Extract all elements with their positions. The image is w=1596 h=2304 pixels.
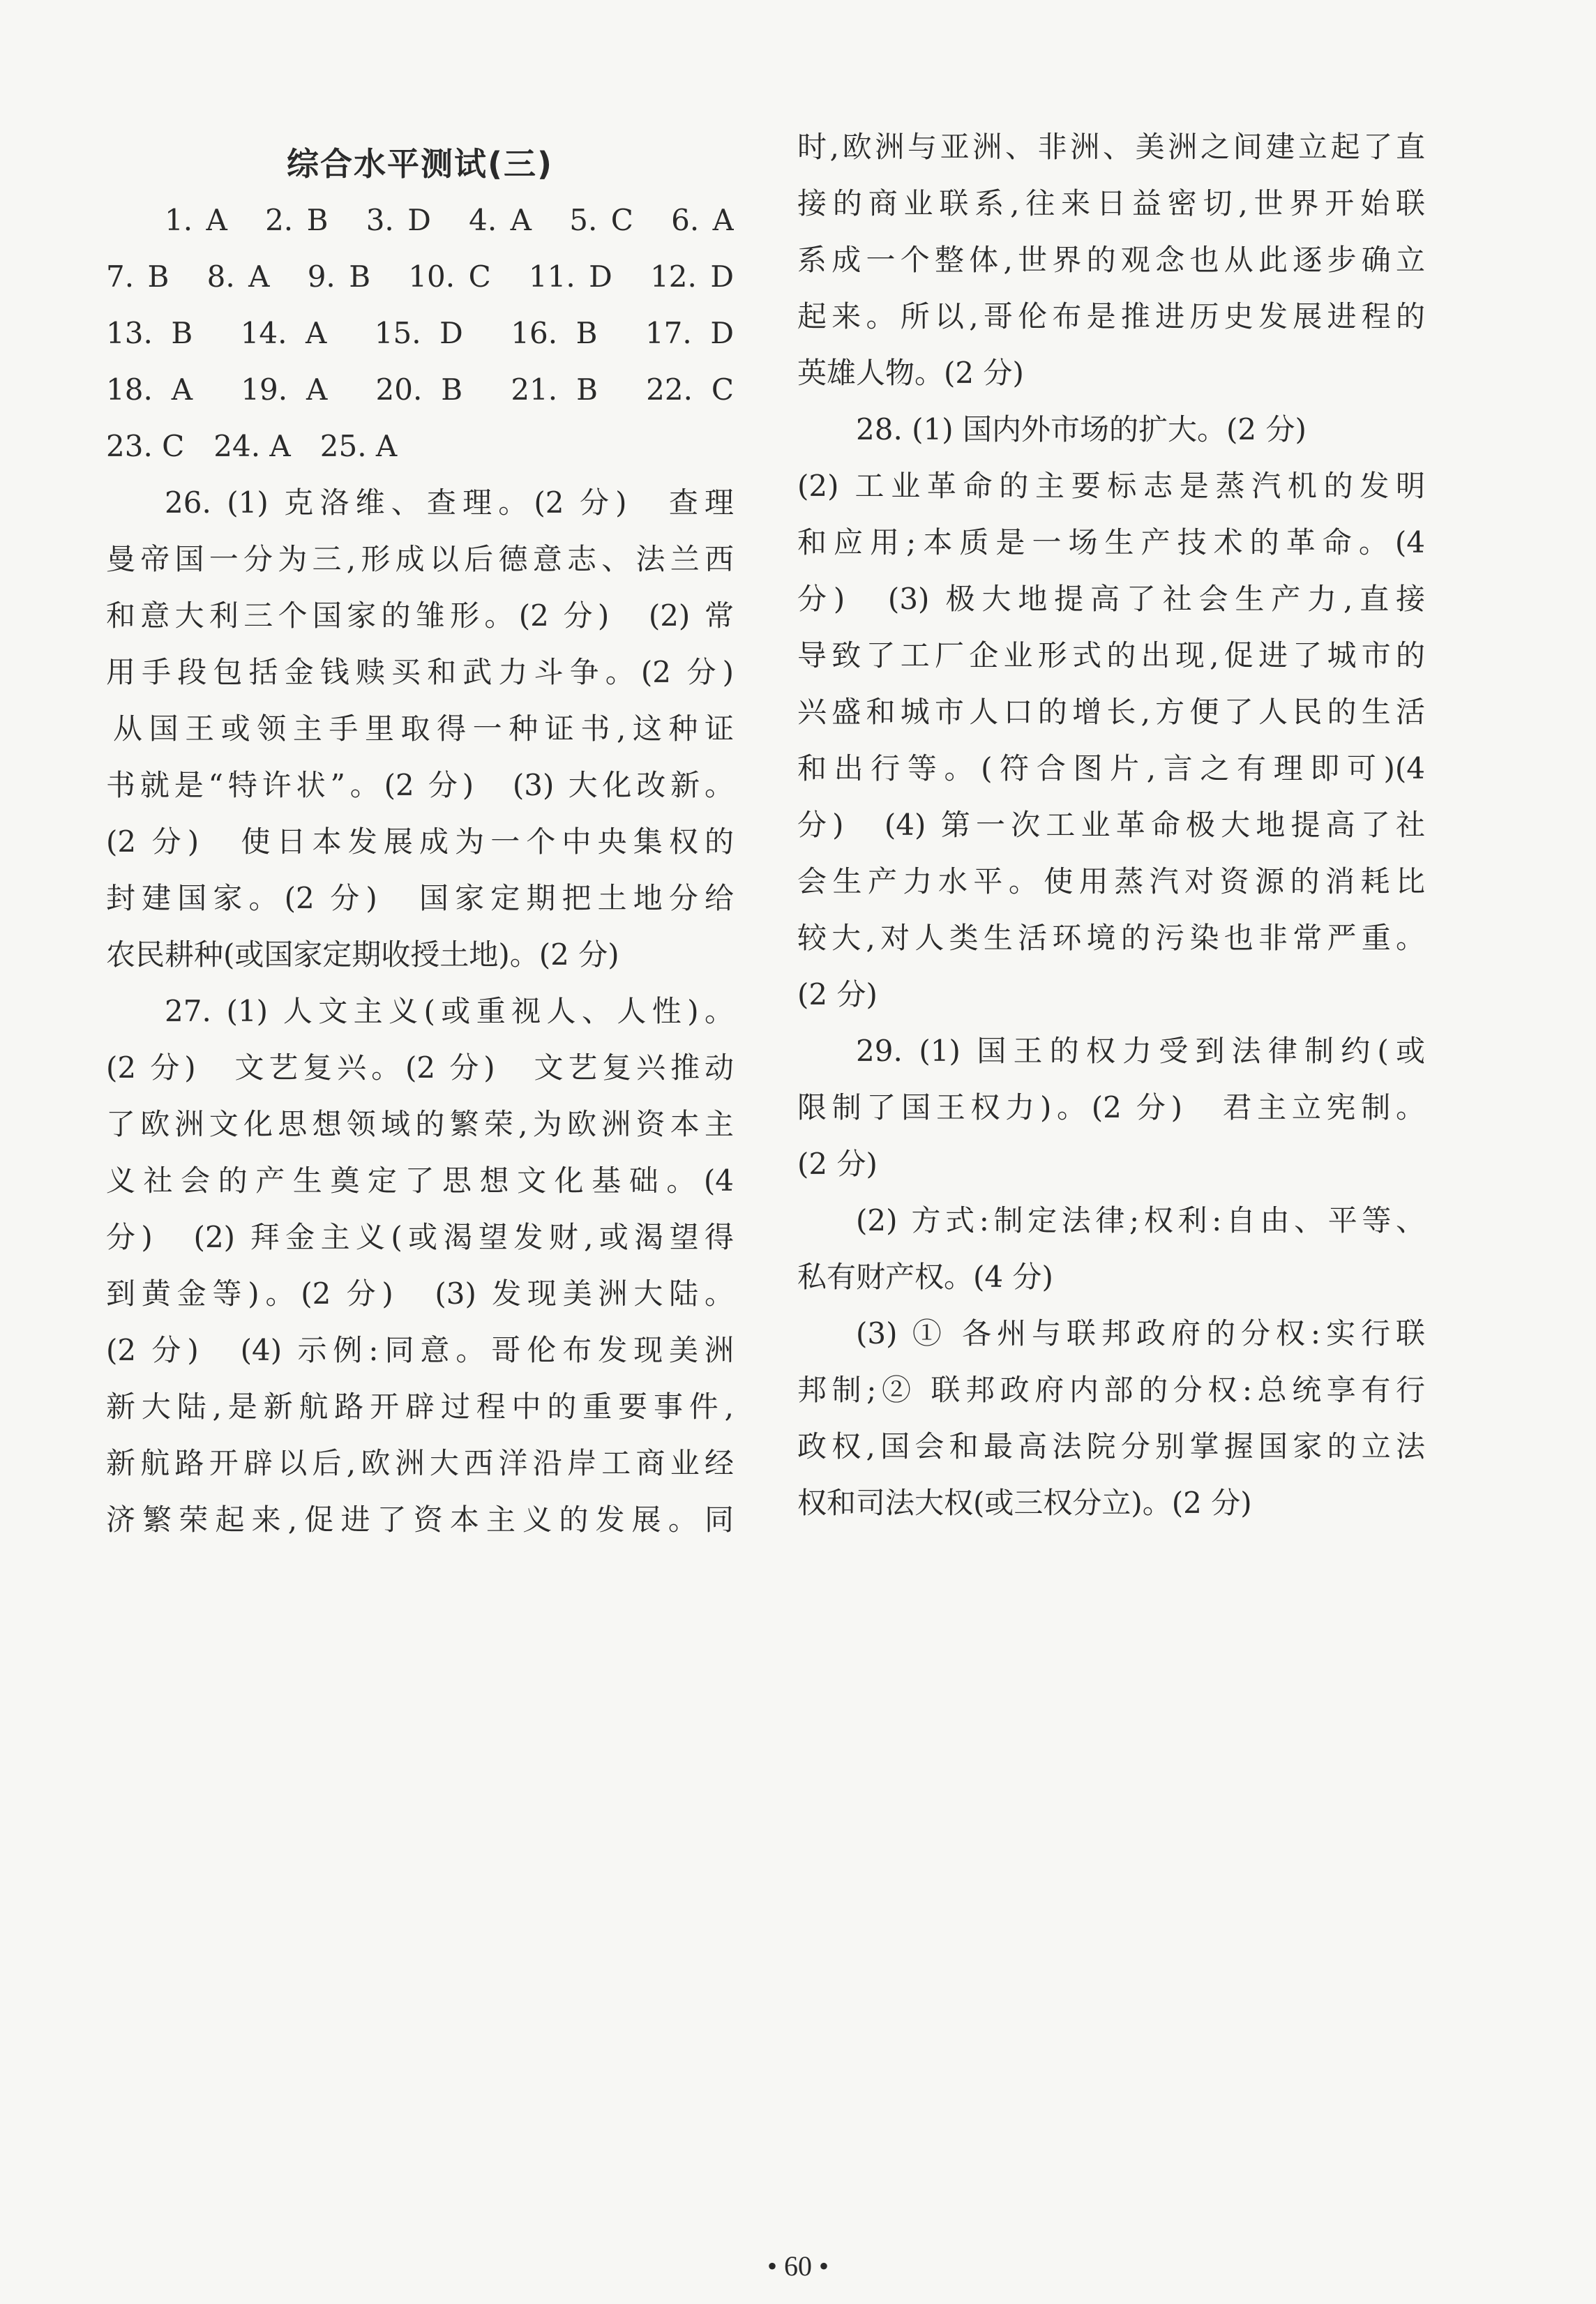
answer-line: 13. B 14. A 15. D 16. B 17. D [106, 316, 734, 350]
answer-line: (3) ① 各州与联邦政府的分权:实行联 [856, 1316, 1425, 1350]
answer-line: 封建国家。(2 分) 国家定期把土地分给 [106, 881, 734, 915]
right-column [797, 119, 1425, 1531]
answer-line: 政权,国会和最高法院分别掌握国家的立法 [797, 1429, 1425, 1463]
left-column [106, 105, 734, 1548]
answer-line: 系成一个整体,世界的观念也从此逐步确立 [797, 243, 1425, 277]
answer-line: 农民耕种(或国家定期收授土地)。(2 分) [106, 938, 619, 972]
answer-line: (2) 方式:制定法律;权利:自由、平等、 [856, 1203, 1425, 1237]
answer-line: 和意大利三个国家的雏形。(2 分) (2) 常 [106, 598, 734, 633]
answer-line: 会生产力水平。使用蒸汽对资源的消耗比 [797, 864, 1425, 898]
answer-line: 权和司法大权(或三权分立)。(2 分) [797, 1486, 1252, 1520]
answer-line: 时,欧洲与亚洲、非洲、美洲之间建立起了直 [797, 130, 1425, 164]
answer-line: 接的商业联系,往来日益密切,世界开始联 [797, 186, 1425, 220]
answer-line: 到黄金等)。(2 分) (3) 发现美洲大陆。 [106, 1277, 734, 1311]
answer-line: 新大陆,是新航路开辟过程中的重要事件, [106, 1390, 734, 1424]
answer-line: 和应用;本质是一场生产技术的革命。(4 [797, 525, 1425, 559]
answer-line: 限制了国王权力)。(2 分) 君主立宪制。 [797, 1090, 1425, 1124]
answer-line: 和出行等。(符合图片,言之有理即可)(4 [797, 751, 1425, 785]
answer-line: 27. (1) 人文主义(或重视人、人性)。 [165, 994, 734, 1028]
answer-line: 私有财产权。(4 分) [797, 1260, 1053, 1294]
answer-line: 济繁荣起来,促进了资本主义的发展。同 [106, 1503, 734, 1537]
answer-line: 英雄人物。(2 分) [797, 356, 1024, 390]
answer-line: (2 分) 文艺复兴。(2 分) 文艺复兴推动 [106, 1051, 734, 1085]
answer-line: 新航路开辟以后,欧洲大西洋沿岸工商业经 [106, 1446, 734, 1480]
answer-line: 分) (4) 第一次工业革命极大地提高了社 [797, 808, 1425, 842]
answer-line: 分) (3) 极大地提高了社会生产力,直接 [797, 582, 1425, 616]
answer-line: 1. A 2. B 3. D 4. A 5. C 6. A [165, 203, 734, 237]
answer-line: 书就是“特许状”。(2 分) (3) 大化改新。 [106, 768, 734, 802]
answer-line: 分) (2) 拜金主义(或渴望发财,或渴望得 [106, 1220, 734, 1254]
answer-line: 了欧洲文化思想领域的繁荣,为欧洲资本主 [106, 1107, 734, 1141]
answer-line: (2) 工业革命的主要标志是蒸汽机的发明 [797, 469, 1425, 503]
answer-line: 用手段包括金钱赎买和武力斗争。(2 分) [106, 655, 734, 689]
answer-line: (2 分) (4) 示例:同意。哥伦布发现美洲 [106, 1333, 734, 1367]
answer-line: 26. (1) 克洛维、查理。(2 分) 查理 [165, 485, 734, 520]
answer-line: 28. (1) 国内外市场的扩大。(2 分) [856, 412, 1307, 446]
section-title: 综合水平测试(三) [286, 145, 554, 183]
answer-line: 兴盛和城市人口的增长,方便了人民的生活 [797, 695, 1425, 729]
answer-line: (2 分) 使日本发展成为一个中央集权的 [106, 825, 734, 859]
answer-line: 邦制;② 联邦政府内部的分权:总统享有行 [797, 1373, 1425, 1407]
answer-line: 导致了工厂企业形式的出现,促进了城市的 [797, 638, 1425, 672]
answer-line: 起来。所以,哥伦布是推进历史发展进程的 [797, 299, 1425, 333]
answer-line: 7. B 8. A 9. B 10. C 11. D 12. D [106, 259, 734, 294]
answer-line: 义社会的产生奠定了思想文化基础。(4 [106, 1164, 734, 1198]
answer-line: 曼帝国一分为三,形成以后德意志、法兰西 [106, 542, 734, 576]
answer-line: 18. A 19. A 20. B 21. B 22. C [106, 372, 734, 407]
answer-line: (2 分) [797, 977, 878, 1011]
answer-line: (2 分) [797, 1147, 878, 1181]
answer-line: 23. C 24. A 25. A [106, 429, 398, 463]
page-number: • 60 • [767, 2250, 829, 2282]
answer-line: 从国王或领主手里取得一种证书,这种证 [113, 711, 734, 746]
answer-line: 较大,对人类生活环境的污染也非常严重。 [797, 921, 1425, 955]
answer-line: 29. (1) 国王的权力受到法律制约(或 [856, 1034, 1425, 1068]
